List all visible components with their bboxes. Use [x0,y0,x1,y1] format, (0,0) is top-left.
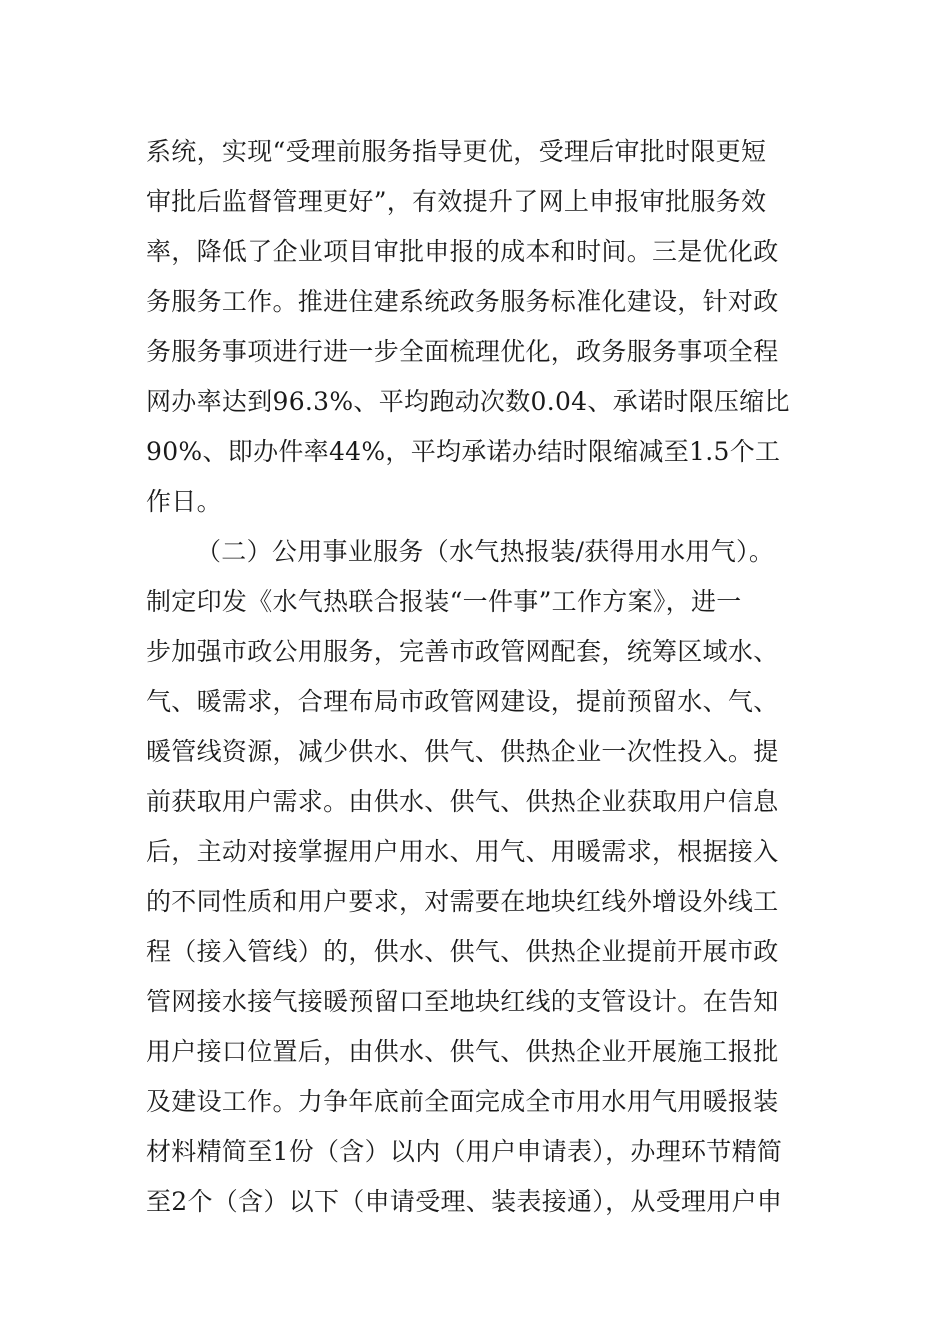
text-line-1 [146,132,766,172]
text-line-6: 网办率达到96.3%、平均跑动次数0.04、承诺时限压缩比 [146,387,790,416]
text-line-22: 至2个（含）以下（申请受理、装表接通），从受理用户申 [146,1187,783,1216]
text-line-15: 后，主动对接掌握用户用水、用气、用暖需求，根据接入 [146,837,779,866]
text-line-10: 制定印发《水气热联合报装“一件事”工作方案》，进一 [146,587,742,616]
text-line-8: 作日。 [146,487,222,516]
text-line-3: 率，降低了企业项目审批申报的成本和时间。三是优化政 [146,237,779,266]
text-line-19: 用户接口位置后，由供水、供气、供热企业开展施工报批 [146,1037,779,1066]
text-line-4: 务服务工作。推进住建系统政务服务标准化建设，针对政 [146,287,779,316]
section-heading: （二）公用事业服务（水气热报装/获得用水用气）。 [196,537,775,566]
text-line-20: 及建设工作。力争年底前全面完成全市用水用气用暖报装 [146,1087,779,1116]
text-line-21: 材料精简至1份（含）以内（用户申请表），办理环节精简 [146,1137,783,1166]
text-line-12: 气、暖需求，合理布局市政管网建设，提前预留水、气、 [146,687,779,716]
text-line-2 [146,182,766,222]
text-line-2a: 审批后监督管理更好”，有效提升了网上申报审批服务效 [146,187,767,216]
text-line-16: 的不同性质和用户要求，对需要在地块红线外增设外线工 [146,887,779,916]
text-line-5: 务服务事项进行进一步全面梳理优化，政务服务事项全程 [146,337,779,366]
text-line-11: 步加强市政公用服务，完善市政管网配套，统筹区域水、 [146,637,779,666]
text-line-14: 前获取用户需求。由供水、供气、供热企业获取用户信息 [146,787,779,816]
text-line-1a: 系统，实现“受理前服务指导更优，受理后审批时限更短 [146,137,767,166]
text-line-17: 程（接入管线）的，供水、供气、供热企业提前开展市政 [146,937,779,966]
text-line-7: 90%、即办件率44%，平均承诺办结时限缩减至1.5个工 [146,437,781,466]
text-line-18: 管网接水接气接暖预留口至地块红线的支管设计。在告知 [146,987,779,1016]
text-line-13: 暖管线资源，减少供水、供气、供热企业一次性投入。提 [146,737,779,766]
